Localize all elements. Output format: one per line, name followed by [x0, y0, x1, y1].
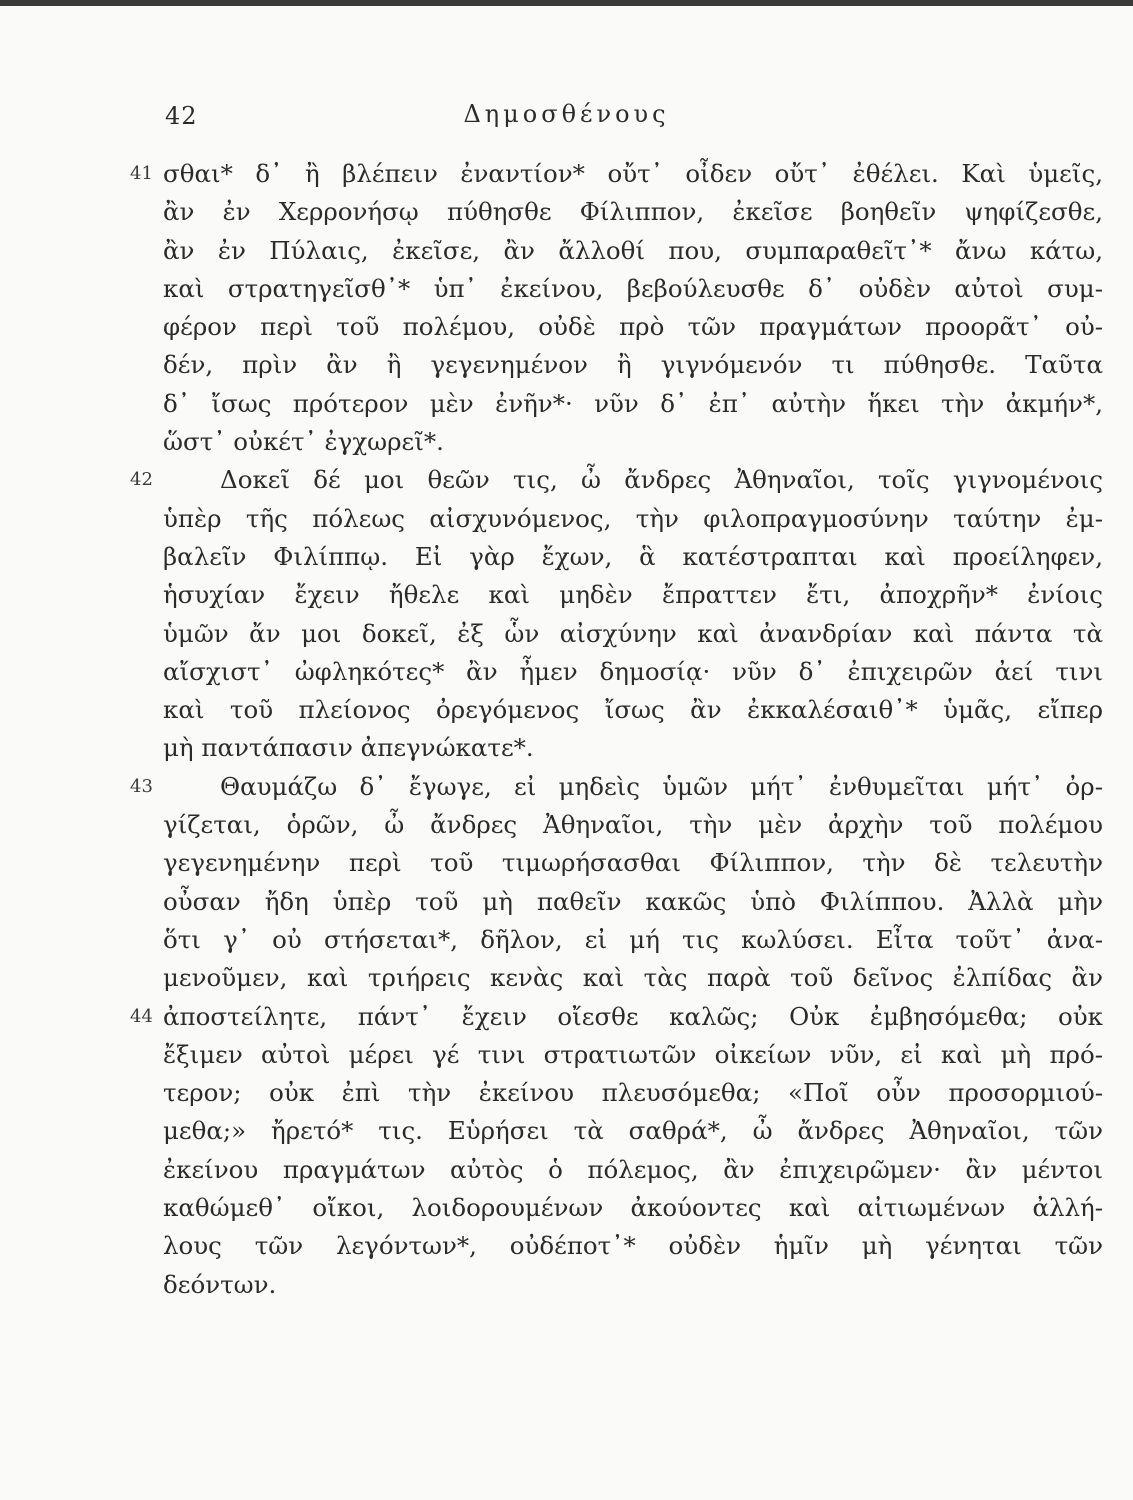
line-text: μεθα;» ἤρετό* τις. Εὑρήσει τὰ σαθρά*, ὦ ἄνδρες Ἀθηναῖοι, τῶν [163, 1116, 1103, 1146]
text-line [163, 1112, 1103, 1150]
line-text: ἔξιμεν αὐτοὶ μέρει γέ τινι στρατιωτῶν οἰκείων νῦν, εἰ καὶ μὴ πρό- [163, 1039, 1103, 1069]
line-text: ὅτι γ᾽ οὐ στήσεται*, δῆλον, εἰ μή τις κωλύσει. Εἶτα τοῦτ᾽ ἀνα- [163, 924, 1103, 954]
text-line [163, 308, 1103, 346]
line-text: δέν, πρὶν ἂν ἢ γεγενημένον ἢ γιγνόμενόν τι πύθησθε. Ταῦτα [163, 350, 1103, 380]
line-text: καὶ τοῦ πλείονος ὀρεγόμενος ἴσως ἂν ἐκκαλέσαιθ᾽* ὑμᾶς, εἴπερ [163, 695, 1103, 725]
text-line [130, 461, 1103, 499]
text-line [163, 1227, 1103, 1265]
section-number: 42 [130, 469, 153, 491]
text-line [163, 729, 1103, 767]
line-text: οὖσαν ἤδη ὑπὲρ τοῦ μὴ παθεῖν κακῶς ὑπὸ Φιλίππου. Ἀλλὰ μὴν [163, 886, 1103, 916]
text-line [163, 883, 1103, 921]
text-line [163, 1189, 1103, 1227]
line-text: μενοῦμεν, καὶ τριήρεις κενὰς καὶ τὰς παρὰ τοῦ δεῖνος ἐλπίδας ἂν [163, 963, 1103, 993]
text-line [163, 691, 1103, 729]
text-line [163, 806, 1103, 844]
line-text: ἡσυχίαν ἔχειν ἤθελε καὶ μηδὲν ἔπραττεν ἔτι, ἀποχρῆν* ἐνίοις [163, 580, 1103, 610]
section-number: 43 [130, 775, 153, 797]
section-number: 44 [130, 1005, 153, 1027]
text-line [163, 921, 1103, 959]
line-text: ὑπὲρ τῆς πόλεως αἰσχυνόμενος, τὴν φιλοπραγμοσύνην ταύτην ἐμ- [163, 503, 1103, 533]
text-line [163, 270, 1103, 308]
text-line [163, 844, 1103, 882]
line-text: καὶ στρατηγεῖσθ᾽* ὑπ᾽ ἐκείνου, βεβούλευσθε δ᾽ οὐδὲν αὐτοὶ συμ- [163, 273, 1103, 303]
line-text: γεγενημένην περὶ τοῦ τιμωρήσασθαι Φίλιππον, τὴν δὲ τελευτὴν [163, 848, 1103, 878]
line-text: δεόντων. [163, 1269, 277, 1299]
line-text: Δοκεῖ δέ μοι θεῶν τις, ὦ ἄνδρες Ἀθηναῖοι, τοῖς γιγνομένοις [220, 465, 1103, 495]
greek-text-block [130, 155, 1103, 1304]
text-line [163, 615, 1103, 653]
line-text: ἂν ἐν Χερρονήσῳ πύθησθε Φίλιππον, ἐκεῖσε βοηθεῖν ψηφίζεσθε, [163, 197, 1103, 227]
text-line [163, 1036, 1103, 1074]
text-line [163, 423, 1103, 461]
page-number: 42 [165, 102, 198, 130]
line-text: ὑμῶν ἄν μοι δοκεῖ, ἐξ ὧν αἰσχύνην καὶ ἀνανδρίαν καὶ πάντα τὰ [163, 618, 1103, 648]
text-line [163, 193, 1103, 231]
line-text: γίζεται, ὁρῶν, ὦ ἄνδρες Ἀθηναῖοι, τὴν μὲν ἀρχὴν τοῦ πολέμου [163, 810, 1103, 840]
line-text: τερον; οὐκ ἐπὶ τὴν ἐκείνου πλευσόμεθα; «Ποῖ οὖν προσορμιού- [163, 1078, 1103, 1108]
text-line [163, 576, 1103, 614]
line-text: ὥστ᾽ οὐκέτ᾽ ἐγχωρεῖ*. [163, 427, 444, 457]
line-text: Θαυμάζω δ᾽ ἔγωγε, εἰ μηδεὶς ὑμῶν μήτ᾽ ἐνθυμεῖται μήτ᾽ ὀρ- [220, 771, 1103, 801]
text-line [163, 959, 1103, 997]
text-line [163, 538, 1103, 576]
text-line [163, 500, 1103, 538]
text-line [130, 768, 1103, 806]
line-text: ἂν ἐν Πύλαις, ἐκεῖσε, ἂν ἄλλοθί που, συμπαραθεῖτ᾽* ἄνω κάτω, [163, 235, 1103, 265]
text-line [130, 998, 1103, 1036]
top-edge-rule [0, 0, 1133, 6]
line-text: καθώμεθ᾽ οἴκοι, λοιδορουμένων ἀκούοντες καὶ αἰτιωμένων ἀλλή- [163, 1193, 1103, 1223]
text-line [163, 1151, 1103, 1189]
line-text: ἐκείνου πραγμάτων αὐτὸς ὁ πόλεμος, ἂν ἐπιχειρῶμεν· ἂν μέντοι [163, 1154, 1103, 1184]
line-text: φέρον περὶ τοῦ πολέμου, οὐδὲ πρὸ τῶν πραγμάτων προορᾶτ᾽ οὐ- [163, 312, 1103, 342]
line-text: βαλεῖν Φιλίππῳ. Εἰ γὰρ ἔχων, ἃ κατέστραπται καὶ προείληφεν, [163, 541, 1103, 571]
line-text: ἀποστείλητε, πάντ᾽ ἔχειν οἴεσθε καλῶς; Οὐκ ἐμβησόμεθα; οὐκ [163, 1001, 1103, 1031]
section-number: 41 [130, 163, 153, 184]
line-text: αἴσχιστ᾽ ὠφληκότες* ἂν ἦμεν δημοσίᾳ· νῦν δ᾽ ἐπιχειρῶν ἀεί τινι [163, 656, 1103, 686]
line-text: σθαι* δ᾽ ἢ βλέπειν ἐναντίον* οὔτ᾽ οἶδεν οὔτ᾽ ἐθέλει. Καὶ ὑμεῖς, [163, 159, 1103, 188]
text-line [163, 385, 1103, 423]
text-line [163, 232, 1103, 270]
line-text: μὴ παντάπασιν ἀπεγνώκατε*. [163, 733, 534, 763]
text-line [163, 653, 1103, 691]
text-line [163, 1074, 1103, 1112]
running-head: Δημοσθένους [463, 100, 670, 128]
text-line [163, 346, 1103, 384]
line-text: δ᾽ ἴσως πρότερον μὲν ἐνῆν*· νῦν δ᾽ ἐπ᾽ αὐτὴν ἥκει τὴν ἀκμήν*, [163, 388, 1103, 418]
text-line [130, 155, 1103, 193]
line-text: λους τῶν λεγόντων*, οὐδέποτ᾽* οὐδὲν ἡμῖν μὴ γένηται τῶν [163, 1231, 1103, 1261]
text-line [163, 1266, 1103, 1304]
